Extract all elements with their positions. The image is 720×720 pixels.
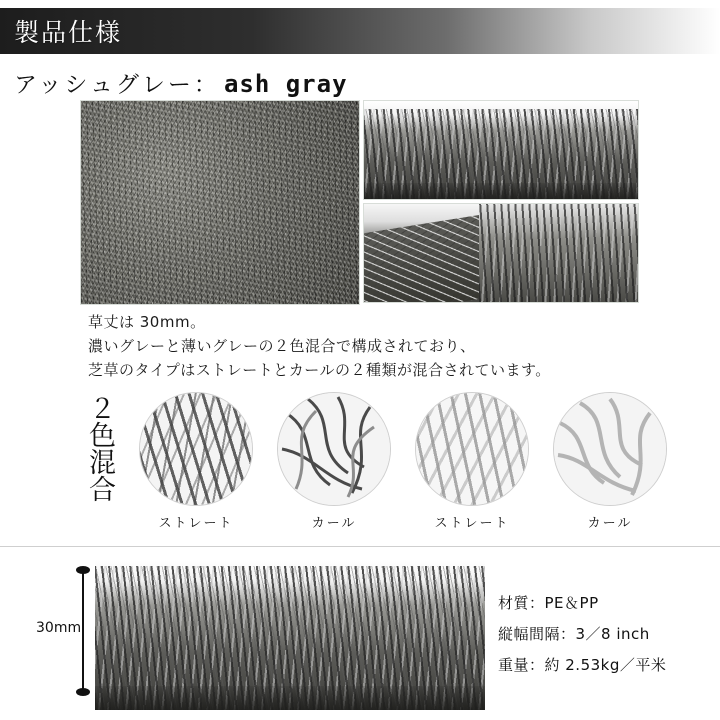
blade-texture-curl-light bbox=[554, 393, 666, 505]
mix-sample-4 bbox=[548, 392, 672, 531]
mix-sample-caption-3: ストレート bbox=[434, 516, 510, 531]
photo-right-column bbox=[363, 100, 637, 303]
photo-turf-top-view bbox=[80, 100, 360, 305]
description-line-3: 芝草のタイプはストレートとカールの２種類が混合されています。 bbox=[88, 361, 551, 379]
blade-texture-straight-light bbox=[416, 393, 528, 505]
mix-sample-caption-2: カール bbox=[311, 516, 357, 531]
color-name-row bbox=[14, 66, 704, 96]
page-title: 製品仕様 bbox=[14, 18, 123, 47]
spec-weight: 重量：約 2.53kg／平米 bbox=[498, 656, 667, 674]
mix-sample-image-4 bbox=[553, 392, 667, 506]
description-line-2: 濃いグレーと薄いグレーの２色混合で構成されており、 bbox=[88, 337, 476, 355]
turf-top-texture bbox=[81, 101, 359, 304]
mix-sample-image-3 bbox=[415, 392, 529, 506]
spec-material: 材質：PE＆PP bbox=[498, 594, 599, 612]
mix-sample-list bbox=[134, 392, 672, 531]
photo-turf-side-view bbox=[363, 100, 639, 200]
turf-side-texture bbox=[364, 101, 638, 199]
two-color-mix-label bbox=[84, 392, 128, 502]
blade-texture-straight-dark bbox=[140, 393, 252, 505]
turf-height-texture bbox=[95, 560, 485, 710]
photo-turf-height-view bbox=[95, 560, 485, 710]
measurement-label: 30mm bbox=[36, 620, 82, 636]
blade-texture-curl-dark bbox=[278, 393, 390, 505]
mix-sample-caption-1: ストレート bbox=[158, 516, 234, 531]
header-banner bbox=[0, 8, 720, 54]
two-color-mix-label-text: ２色混合 bbox=[84, 394, 115, 502]
height-measurement bbox=[36, 560, 94, 710]
mix-sample-image-2 bbox=[277, 392, 391, 506]
mix-sample-3 bbox=[410, 392, 534, 531]
mix-sample-image-1 bbox=[139, 392, 253, 506]
product-photo-group bbox=[80, 100, 640, 305]
spec-gauge: 縦幅間隔：3／8 inch bbox=[498, 625, 650, 643]
section-divider bbox=[0, 546, 720, 547]
measurement-cap-bottom bbox=[74, 686, 92, 694]
two-color-mix-section bbox=[84, 392, 704, 532]
mix-sample-2 bbox=[272, 392, 396, 531]
mix-sample-1 bbox=[134, 392, 258, 531]
mix-sample-caption-4: カール bbox=[587, 516, 633, 531]
spec-list bbox=[498, 588, 712, 681]
photo-turf-backing-view bbox=[363, 203, 639, 303]
curl-blade-svg-light bbox=[554, 393, 666, 505]
measurement-line bbox=[82, 568, 84, 692]
color-name-en: ash gray bbox=[223, 70, 348, 98]
description-block bbox=[88, 310, 688, 382]
description-line-1: 草丈は 30mm。 bbox=[88, 313, 206, 331]
turf-backing-texture bbox=[364, 204, 638, 302]
color-name-jp: アッシュグレー： bbox=[14, 72, 220, 98]
curl-blade-svg-dark bbox=[278, 393, 390, 505]
